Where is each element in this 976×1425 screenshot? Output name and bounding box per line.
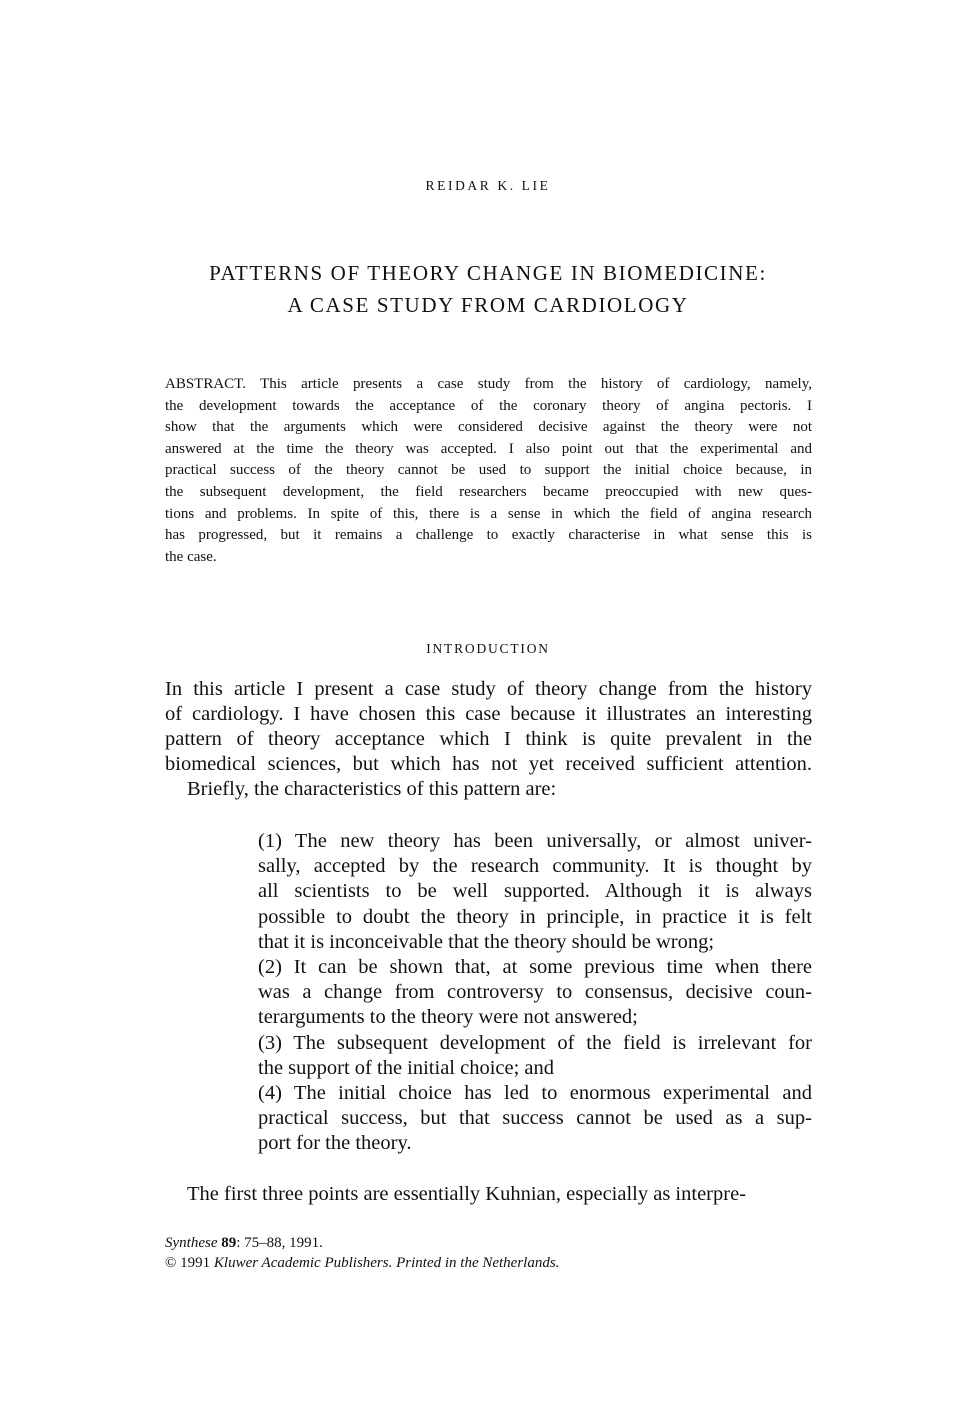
body-line: In this article I present a case study of theory change from the history [165,678,812,700]
title-line-1: PATTERNS OF THEORY CHANGE IN BIOMEDICINE: [209,261,767,285]
list-line: sally, accepted by the research community. It is thought by [258,855,812,878]
copyright-line [165,1253,559,1273]
list-line: practical success, but that success cannot be used as a sup- [258,1107,812,1130]
body-line: biomedical sciences, but which has not yet received sufficient attention. [165,753,812,775]
list-line: (3) The subsequent development of the field is irrelevant for [258,1031,812,1054]
list-line: (4) The initial choice has led to enormous experimental and [258,1082,812,1105]
abstract-line: the case. [165,548,217,565]
abstract-line: answered at the time the theory was accepted. I also point out that the experimental and [165,440,812,457]
body-line: of cardiology. I have chosen this case because it illustrates an interesting [165,703,812,725]
abstract-line: the subsequent development, the field researchers became preoccupied with new ques- [165,483,812,500]
list-line: was a change from controversy to consensus, decisive coun- [258,981,812,1004]
abstract-line: practical success of the theory cannot be used to support the initial choice because, in [165,462,812,479]
list-line: all scientists to be well supported. Although it is always [258,880,812,903]
journal-volume: 89 [221,1235,237,1251]
copyright-prefix: © 1991 [165,1255,214,1271]
abstract-line: ABSTRACT. This article presents a case study from the history of cardiology, namely, [165,376,812,392]
author-name: REIDAR K. LIE [425,178,551,193]
list-line: the support of the initial choice; and [258,1056,555,1079]
abstract [165,374,812,568]
publisher-notice: Kluwer Academic Publishers. Printed in the Netherlands. [213,1255,560,1271]
pattern-characteristics-list [258,829,812,1157]
abstract-line: the development towards the acceptance of the coronary theory of angina pectoris. I [165,397,812,414]
title-line-2: A CASE STUDY FROM CARDIOLOGY [287,293,689,317]
list-line: (2) It can be shown that, at some previous time when there [258,956,812,979]
list-line: port for the theory. [258,1132,412,1155]
citation-line [165,1233,559,1253]
body-line: Briefly, the characteristics of this pattern are: [187,778,557,800]
body-line: pattern of theory acceptance which I think is quite prevalent in the [165,728,812,750]
paper-title [0,257,976,321]
list-line: (1) The new theory has been universally, or almost univer- [258,830,812,852]
abstract-line: tions and problems. In spite of this, there is a sense in which the field of angina research [165,505,812,522]
journal-name: Synthese [165,1235,218,1251]
list-line: terarguments to the theory were not answered; [258,1006,638,1029]
body-line: The first three points are essentially Kuhnian, especially as interpre- [187,1183,746,1205]
list-line: that it is inconceivable that the theory should be wrong; [258,930,715,953]
abstract-line: show that the arguments which were considered decisive against the theory were not [165,419,812,436]
citation-footer [165,1233,559,1273]
introduction-paragraph [165,677,812,802]
list-line: possible to doubt the theory in principle, in practice it is felt [258,905,812,928]
journal-pages-year: : 75–88, 1991. [236,1235,323,1251]
section-heading-introduction: INTRODUCTION [426,641,550,656]
abstract-line: has progressed, but it remains a challenge to exactly characterise in what sense this is [165,527,812,544]
closing-paragraph [165,1182,812,1207]
